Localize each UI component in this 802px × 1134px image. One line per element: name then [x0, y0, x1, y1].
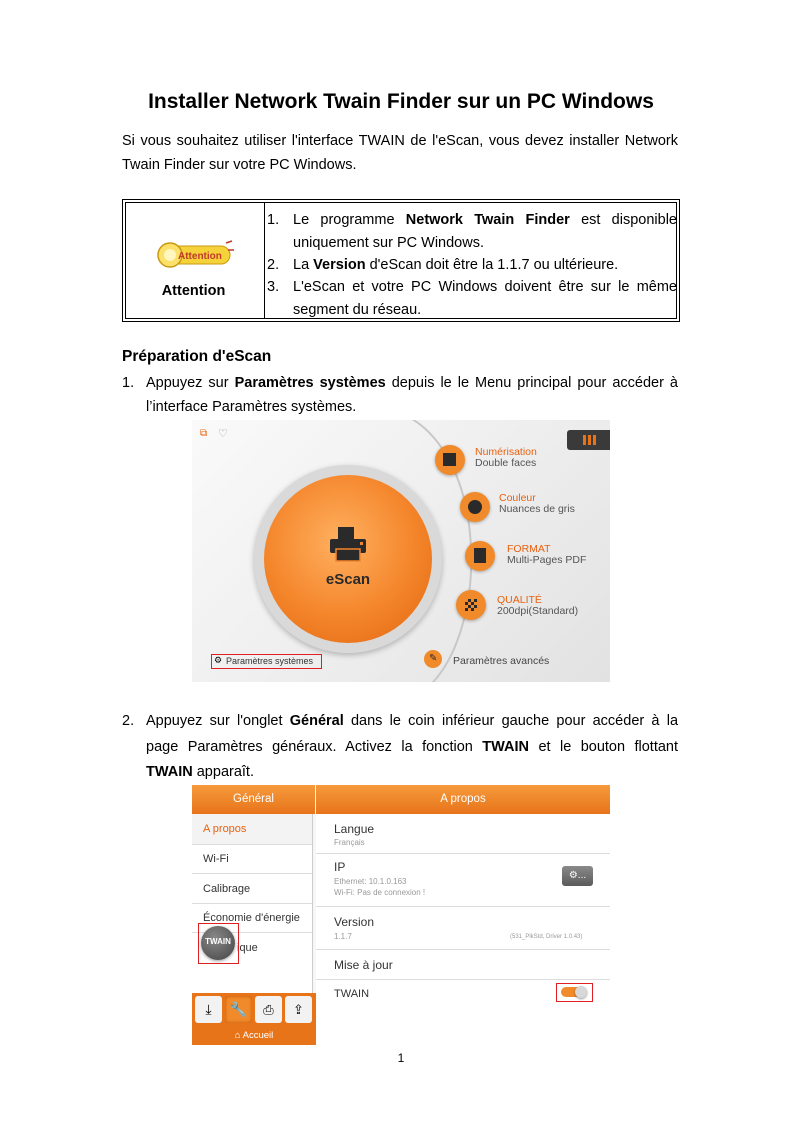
- menu-scan-subtitle: Double faces: [475, 457, 537, 469]
- row-language-title: Langue: [334, 822, 375, 836]
- home-label: Accueil: [242, 1030, 274, 1041]
- escan-button[interactable]: [264, 475, 432, 643]
- wrench-icon: 🔧: [229, 1001, 248, 1017]
- tab-general[interactable]: [192, 785, 315, 814]
- upload-gear-icon: ⇪: [293, 1002, 304, 1017]
- intro-line-1: Si vous souhaitez utiliser l'interface TWAIN de l'eScan, vous devez installer Network: [122, 133, 678, 149]
- step-1-number: 1.: [122, 375, 135, 391]
- row-version-value: 1.1.7: [334, 932, 352, 941]
- row-ip-ethernet: Ethernet: 10.1.0.163: [334, 877, 407, 886]
- menu-quality-title: QUALITÉ: [497, 594, 542, 606]
- advanced-settings-label: Paramètres avancés: [453, 655, 550, 667]
- bottom-toolbar: [192, 993, 316, 1027]
- general-settings-screenshot: [192, 785, 610, 1045]
- system-settings-label: Paramètres systèmes: [226, 656, 314, 666]
- quality-icon: [465, 599, 477, 611]
- sidebar-item-other-label: ique: [237, 942, 258, 954]
- upload-settings-button[interactable]: [285, 996, 312, 1023]
- ip-settings-button[interactable]: [562, 866, 593, 886]
- attention-item-1-cont: uniquement sur PC Windows.: [293, 235, 484, 251]
- attention-item-1-num: 1.: [267, 212, 280, 228]
- step-2-line-1: Appuyez sur l'onglet Général dans le coin inférieur gauche pour accéder à la: [146, 713, 679, 729]
- about-header-label: A propos: [440, 793, 486, 805]
- row-ip-wifi: Wi-Fi: Pas de connexion !: [334, 888, 426, 897]
- escan-label: eScan: [325, 571, 371, 588]
- row-twain: [316, 980, 610, 1010]
- ip-settings-icon: ⚙...: [568, 870, 587, 881]
- menu-color-subtitle: Nuances de gris: [499, 503, 575, 515]
- sidebar-item-about[interactable]: [192, 814, 312, 844]
- sidebar-item-wifi-label: Wi-Fi: [203, 853, 229, 865]
- attention-item-1: Le programme Network Twain Finder est disponible: [293, 212, 677, 228]
- menu-color-title: Couleur: [499, 492, 536, 504]
- menu-format-title: FORMAT: [507, 543, 551, 555]
- svg-text:Attention: Attention: [178, 251, 222, 262]
- duplex-icon: [443, 453, 456, 466]
- menu-scan-title: Numérisation: [475, 446, 537, 458]
- twain-float-label: TWAIN: [205, 937, 231, 946]
- row-twain-title: TWAIN: [334, 988, 370, 1000]
- row-update[interactable]: [316, 950, 610, 980]
- twain-toggle[interactable]: [561, 987, 587, 997]
- step-2-number: 2.: [122, 713, 135, 729]
- twain-float-button[interactable]: [201, 926, 235, 960]
- sidebar-item-calibration[interactable]: [192, 873, 312, 904]
- about-header: [316, 785, 610, 814]
- settings-sidebar: [192, 814, 313, 994]
- format-button[interactable]: [465, 541, 495, 571]
- advanced-settings-button[interactable]: [424, 650, 442, 668]
- tools-button[interactable]: [225, 996, 252, 1023]
- row-language[interactable]: [316, 814, 610, 854]
- gear-icon: ⚙: [214, 655, 223, 665]
- scanner-icon: [326, 525, 370, 563]
- attention-item-3-num: 3.: [267, 279, 280, 295]
- attention-item-3-cont: segment du réseau.: [293, 302, 422, 318]
- color-button[interactable]: [460, 492, 490, 522]
- printer-settings-button[interactable]: [255, 996, 282, 1023]
- step-1-text: Appuyez sur Paramètres systèmes depuis le le Menu principal pour accéder à: [146, 375, 678, 391]
- page-title: Installer Network Twain Finder sur un PC Windows: [148, 90, 654, 113]
- step-2-line-2: page Paramètres généraux. Activez la fonction TWAIN et le bouton flottant: [146, 739, 678, 755]
- attention-box: [122, 199, 680, 322]
- sidebar-item-power-saving-label: Économie d'énergie: [203, 912, 300, 924]
- page-number: 1: [397, 1051, 405, 1065]
- row-version: [316, 907, 610, 950]
- wifi-icon: ♡: [218, 428, 228, 440]
- menu-format-subtitle: Multi-Pages PDF: [507, 554, 587, 566]
- duplex-button[interactable]: [435, 445, 465, 475]
- copy-icon: ⧉: [200, 428, 208, 439]
- intro-line-2: Twain Finder sur votre PC Windows.: [122, 157, 357, 173]
- section-heading: Préparation d'eScan: [122, 348, 272, 365]
- attention-label: Attention: [161, 283, 226, 299]
- row-language-value: Français: [334, 838, 365, 847]
- escan-main-menu-screenshot: [192, 420, 610, 682]
- pencil-icon: ✎: [429, 653, 438, 664]
- home-icon: ⌂: [234, 1030, 243, 1041]
- sidebar-item-wifi[interactable]: [192, 844, 312, 874]
- row-ip-title: IP: [334, 860, 346, 874]
- tab-general-label: Général: [233, 793, 274, 805]
- system-settings-button[interactable]: [211, 654, 322, 669]
- attention-item-2-num: 2.: [267, 257, 280, 273]
- step-2-line-3: TWAIN apparaît.: [146, 764, 254, 780]
- sidebar-item-about-label: A propos: [203, 823, 247, 835]
- row-update-title: Mise à jour: [334, 958, 393, 972]
- menu-quality-subtitle: 200dpi(Standard): [497, 605, 579, 617]
- attention-icon: [154, 240, 234, 272]
- row-version-title: Version: [334, 915, 375, 929]
- printer-gear-icon: ⎙: [263, 1002, 274, 1017]
- quality-button[interactable]: [456, 590, 486, 620]
- sidebar-item-calibration-label: Calibrage: [203, 883, 251, 895]
- attention-item-2: La Version d'eScan doit être la 1.1.7 ou ultérieure.: [293, 257, 619, 273]
- about-panel: [316, 814, 610, 1045]
- twain-toggle-knob: [575, 986, 587, 998]
- download-icon: ⤓: [205, 1001, 212, 1017]
- step-1-text-cont: l’interface Paramètres systèmes.: [146, 399, 357, 415]
- color-icon: [468, 500, 482, 514]
- attention-item-3: L'eScan et votre PC Windows doivent être sur le même: [293, 279, 677, 295]
- document-icon: [474, 548, 486, 563]
- download-button[interactable]: [195, 996, 222, 1023]
- home-button[interactable]: [192, 1027, 316, 1045]
- attention-divider: [264, 203, 265, 318]
- row-ip: [316, 854, 610, 907]
- row-version-driver: (531_PlkStd, Driver 1.0.43): [510, 934, 583, 940]
